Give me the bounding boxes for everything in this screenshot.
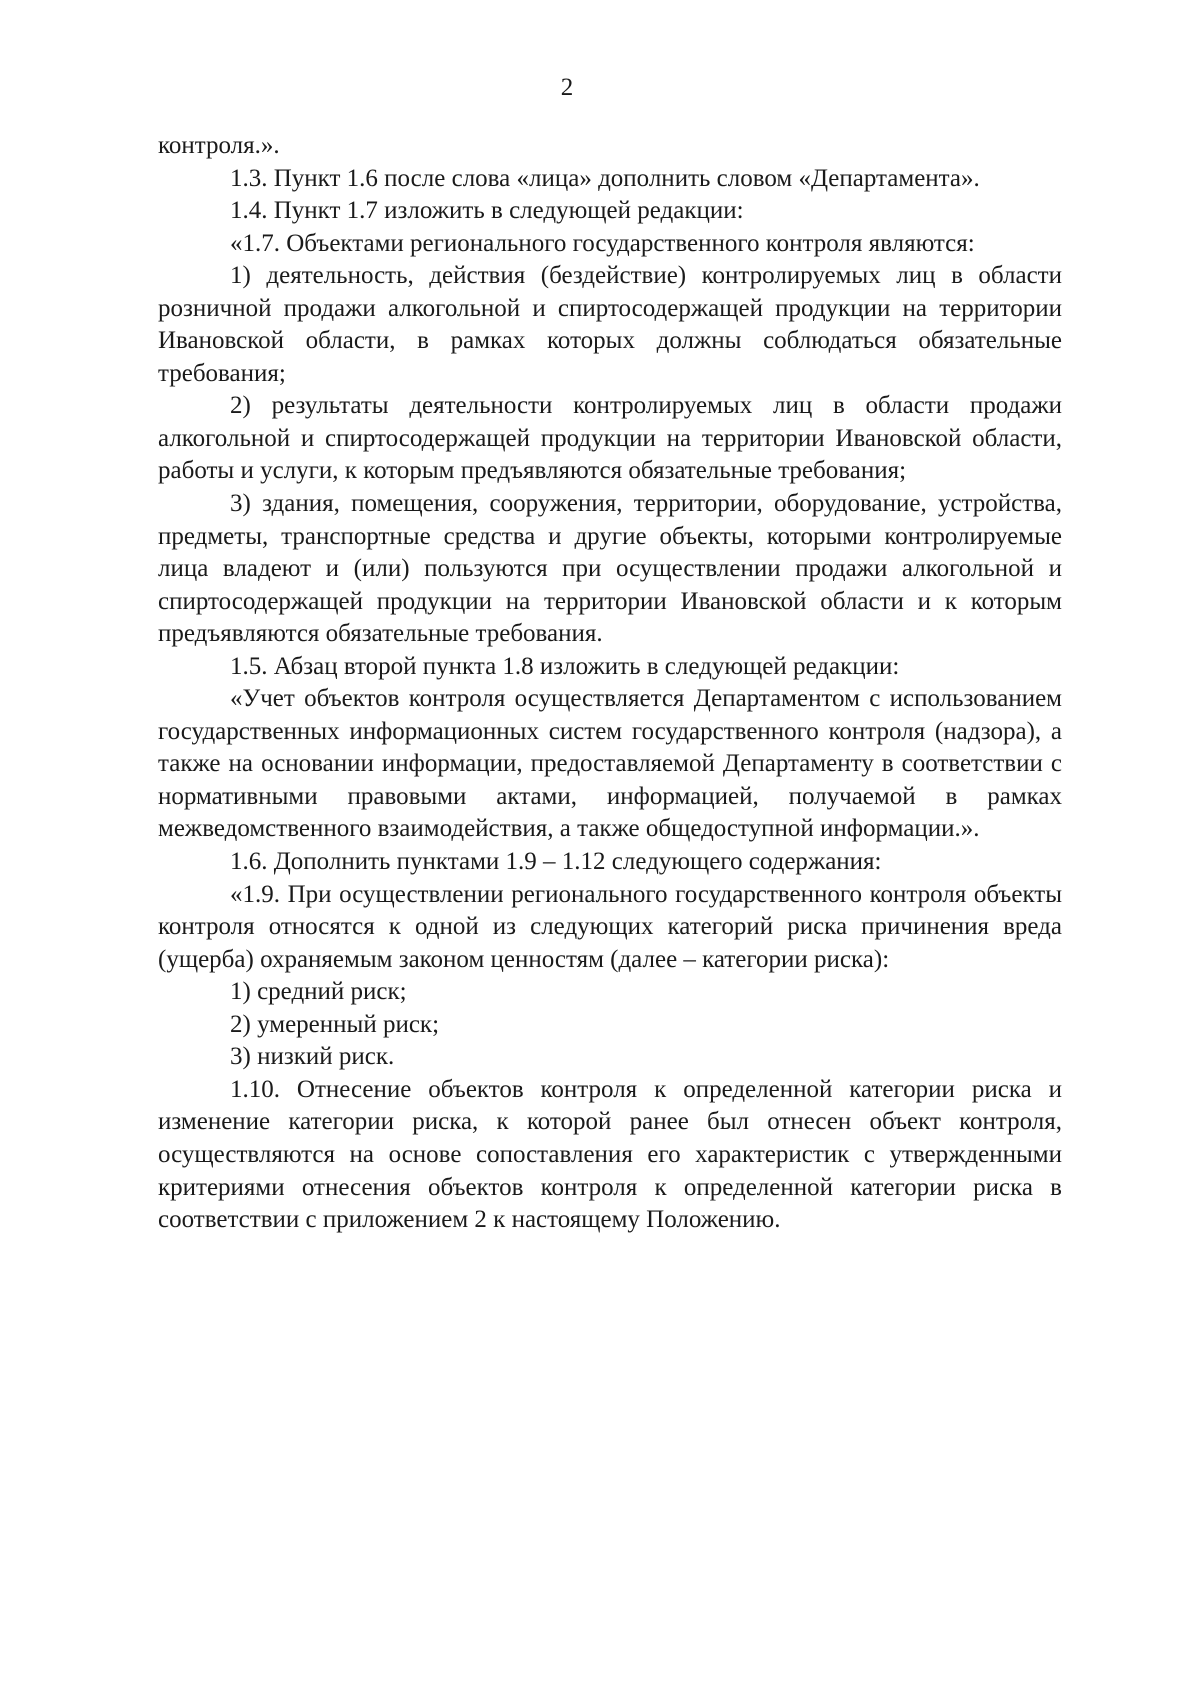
paragraph-15: 1.10. Отнесение объектов контроля к определенной категории риска и изменение категории риска, к которой ранее был отнесен объект контроля, осуществляются на основе сопоставления его характеристик с утвержденными критериями отнесения объектов контроля к определенной категории риска в соответствии с приложением 2 к настоящему Положению. (158, 1075, 1062, 1234)
page-number: 2 (560, 74, 574, 101)
paragraph-7: 3) здания, помещения, сооружения, территории, оборудование, устройства, предметы, транспортные средства и другие объекты, которыми контролируемые лица владеют и (или) пользуются при осуществлении продажи алкогольной и спиртосодержащей продукции на территории Ивановской области и к которым предъявляются обязательные требования. (158, 490, 1062, 648)
paragraph-12: 1) средний риск; (230, 978, 407, 1006)
paragraph-6: 2) результаты деятельности контролируемых лиц в области продажи алкогольной и спиртосодержащей продукции на территории Ивановской области, работы и услуги, к которым предъявляются обязательные требования; (158, 392, 1062, 485)
paragraph-5: 1) деятельность, действия (бездействие) контролируемых лиц в области розничной продажи алкогольной и спиртосодержащей продукции на территории Ивановской области, в рамках которых должны соблюдаться обязательные требования; (158, 262, 1062, 387)
paragraph-2: 1.3. Пункт 1.6 после слова «лица» дополнить словом «Департамента». (230, 164, 980, 192)
paragraph-13: 2) умеренный риск; (230, 1010, 440, 1038)
paragraph-9: «Учет объектов контроля осуществляется Департаментом с использованием государственных информационных систем государственного контроля (надзора), а также на основании информации, предоставляемой Департаменту в соответствии с нормативными правовыми актами, информацией, получаемой в рамках межведомственного взаимодействия, а также общедоступной информации.». (158, 685, 1062, 843)
paragraph-14: 3) низкий риск. (230, 1043, 395, 1071)
paragraph-10: 1.6. Дополнить пунктами 1.9 – 1.12 следующего содержания: (230, 848, 882, 876)
paragraph-8: 1.5. Абзац второй пункта 1.8 изложить в следующей редакции: (230, 652, 900, 680)
paragraph-4: «1.7. Объектами регионального государственного контроля являются: (230, 229, 975, 257)
paragraph-1: контроля.». (158, 132, 280, 159)
paragraph-3: 1.4. Пункт 1.7 изложить в следующей редакции: (230, 197, 744, 225)
document-body (158, 130, 1062, 1237)
paragraph-11: «1.9. При осуществлении регионального государственного контроля объекты контроля относятся к одной из следующих категорий риска причинения вреда (ущерба) охраняемым законом ценностям (далее – категории риска): (158, 880, 1062, 973)
